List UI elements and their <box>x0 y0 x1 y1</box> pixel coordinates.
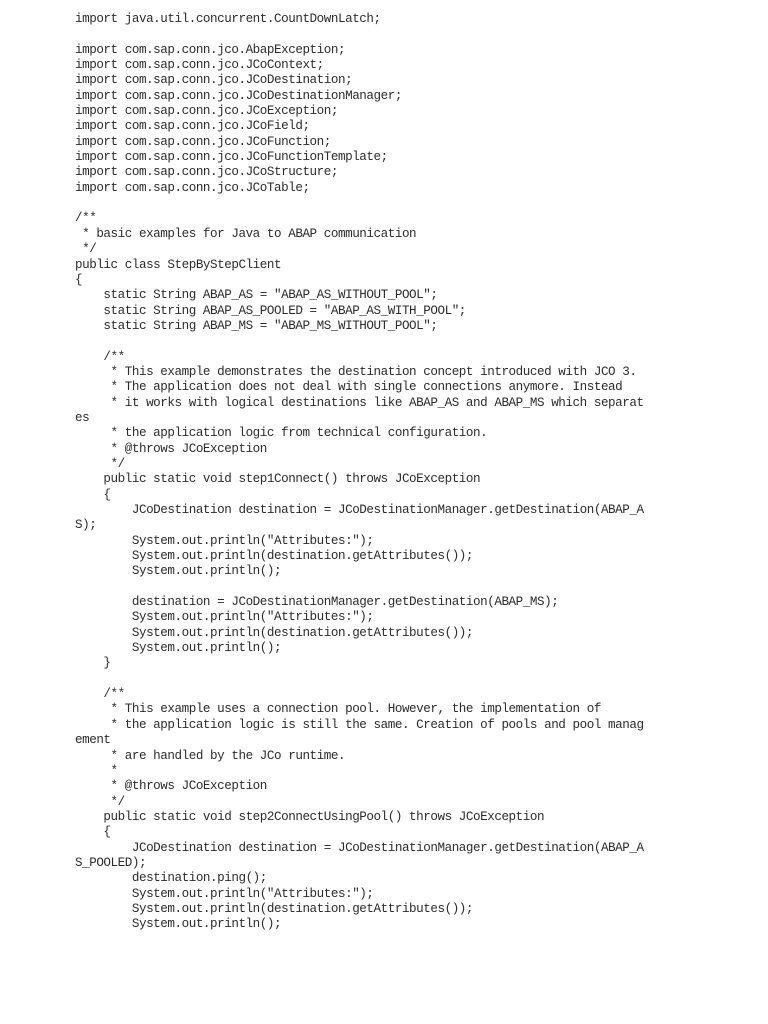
code-line: /** <box>75 687 125 702</box>
code-line: static String ABAP_MS = "ABAP_MS_WITHOUT_POOL"; <box>75 318 438 333</box>
code-line: System.out.println("Attributes:"); <box>75 533 374 548</box>
code-line: import com.sap.conn.jco.JCoStructure; <box>75 165 338 180</box>
code-line: */ <box>75 794 125 809</box>
code-line: S_POOLED); <box>75 855 147 870</box>
code-line: * This example uses a connection pool. However, the implementation of <box>75 702 601 717</box>
code-line: * are handled by the JCo runtime. <box>75 748 346 763</box>
code-line <box>75 196 735 211</box>
code-line: es <box>75 410 90 425</box>
code-line: System.out.println(destination.getAttributes()); <box>75 549 474 564</box>
code-line: import com.sap.conn.jco.JCoFunction; <box>75 134 331 149</box>
code-line: System.out.println("Attributes:"); <box>75 886 374 901</box>
code-line: JCoDestination destination = JCoDestinationManager.getDestination(ABAP_A <box>75 840 644 855</box>
code-line: * @throws JCoException <box>75 441 267 456</box>
code-line: * @throws JCoException <box>75 779 267 794</box>
code-line: import com.sap.conn.jco.AbapException; <box>75 42 346 57</box>
code-line: import com.sap.conn.jco.JCoContext; <box>75 58 324 73</box>
code-line: { <box>75 487 111 502</box>
code-line: import com.sap.conn.jco.JCoFunctionTemplate; <box>75 150 388 165</box>
code-line: { <box>75 272 83 287</box>
code-line: public static void step1Connect() throws JCoException <box>75 472 481 487</box>
code-line: System.out.println(); <box>75 641 282 656</box>
code-line: static String ABAP_AS = "ABAP_AS_WITHOUT_POOL"; <box>75 288 438 303</box>
code-line: JCoDestination destination = JCoDestinationManager.getDestination(ABAP_A <box>75 503 644 517</box>
code-line: import com.sap.conn.jco.JCoDestinationManager; <box>75 88 402 103</box>
code-line: } <box>75 656 111 671</box>
code-listing <box>75 12 735 933</box>
code-line: System.out.println(); <box>75 564 282 579</box>
code-line: System.out.println(destination.getAttributes()); <box>75 625 474 640</box>
code-line: * basic examples for Java to ABAP communication <box>75 226 417 241</box>
code-line: /** <box>75 349 125 364</box>
code-line: ement <box>75 733 111 748</box>
code-line: { <box>75 825 111 840</box>
code-line <box>75 334 735 349</box>
code-line <box>75 672 735 687</box>
code-line: * the application logic from technical configuration. <box>75 426 488 441</box>
code-line: import com.sap.conn.jco.JCoDestination; <box>75 73 353 88</box>
code-line: destination.ping(); <box>75 871 267 886</box>
code-line: import com.sap.conn.jco.JCoField; <box>75 119 310 134</box>
code-line: public static void step2ConnectUsingPool() throws JCoException <box>75 809 545 824</box>
code-line: System.out.println(destination.getAttributes()); <box>75 901 474 916</box>
code-line: import java.util.concurrent.CountDownLatch; <box>75 12 381 26</box>
code-line: * it works with logical destinations like ABAP_AS and ABAP_MS which separat <box>75 395 644 410</box>
code-line: * This example demonstrates the destination concept introduced with JCO 3. <box>75 364 637 379</box>
code-line: static String ABAP_AS_POOLED = "ABAP_AS_WITH_POOL"; <box>75 303 466 318</box>
code-line: System.out.println(); <box>75 917 282 932</box>
code-line: import com.sap.conn.jco.JCoException; <box>75 104 338 119</box>
code-line: * the application logic is still the same. Creation of pools and pool manag <box>75 717 644 732</box>
code-line: * The application does not deal with single connections anymore. Instead <box>75 380 623 395</box>
code-line: System.out.println("Attributes:"); <box>75 610 374 625</box>
code-line <box>75 27 735 42</box>
code-line <box>75 580 735 595</box>
code-line: /** <box>75 211 97 226</box>
code-line: S); <box>75 518 97 533</box>
code-line: */ <box>75 456 125 471</box>
code-line: * <box>75 763 118 778</box>
code-line: import com.sap.conn.jco.JCoTable; <box>75 180 310 195</box>
code-line: destination = JCoDestinationManager.getDestination(ABAP_MS); <box>75 595 559 610</box>
code-line: */ <box>75 242 97 257</box>
code-line: public class StepByStepClient <box>75 257 282 272</box>
